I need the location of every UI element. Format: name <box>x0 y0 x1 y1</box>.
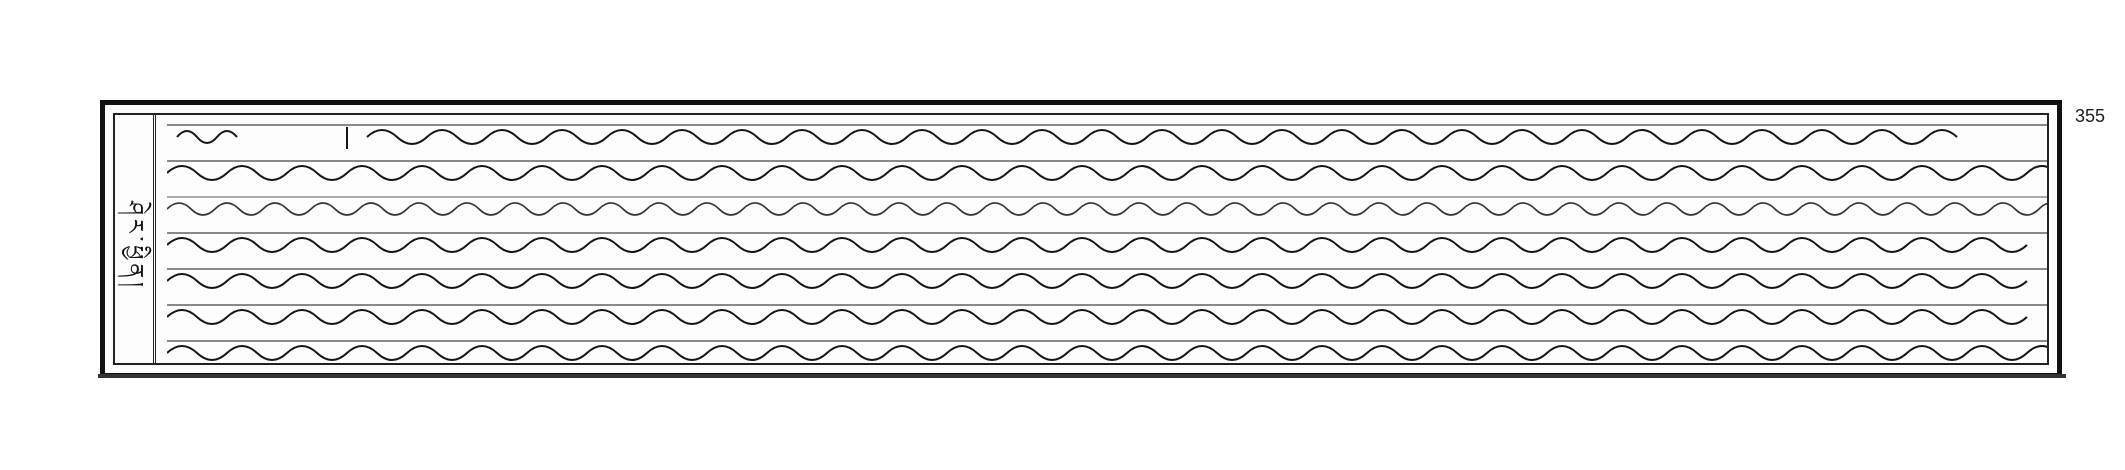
text-line-4 <box>167 227 2047 263</box>
text-line-1 <box>167 119 2047 155</box>
text-line-2 <box>167 155 2047 191</box>
folio-inner-border <box>113 113 2049 365</box>
text-block <box>159 115 2047 363</box>
folio-frame <box>100 100 2062 378</box>
left-margin-box <box>115 115 156 363</box>
text-line-5 <box>167 263 2047 299</box>
text-line-7 <box>167 335 2047 371</box>
text-line-3 <box>167 191 2047 227</box>
page-number: 355 <box>2075 106 2106 126</box>
bottom-edge-shadow <box>98 374 2066 378</box>
text-line-6 <box>167 299 2047 335</box>
margin-title: ཤེར་ཕྱིན། <box>122 201 147 291</box>
